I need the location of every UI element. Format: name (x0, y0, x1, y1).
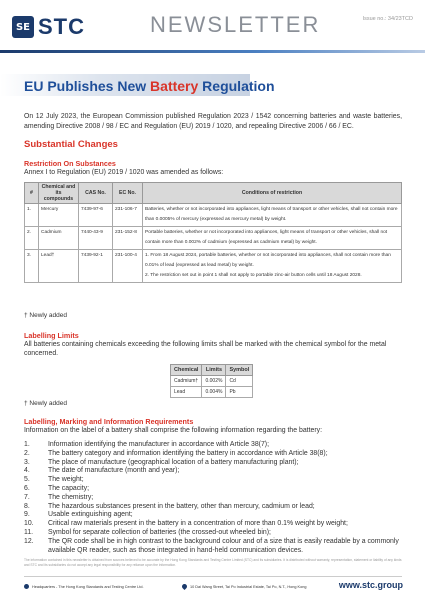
list-item-number: 10. (24, 520, 34, 528)
title-part2: Regulation (198, 78, 275, 94)
list-item-text: Critical raw materials present in the battery in a concentration of more than 0.1% weight by weight; (48, 520, 348, 528)
limits-table (170, 364, 253, 398)
building-icon (24, 584, 29, 589)
list-item (24, 450, 404, 459)
cell-conditions: Batteries, whether or not incorporated into appliances, light means of transport or other vehicles, shall not contain more than 0.0005% of mercury (expressed as mercury metal) by weight. (143, 204, 402, 227)
list-item-number: 2. (24, 449, 30, 457)
cell-chemical: Cadmium† (171, 376, 202, 387)
requirements-list (24, 441, 404, 555)
list-item (24, 503, 404, 512)
list-item-number: 12. (24, 537, 34, 545)
list-item-text: Usable extinguishing agent; (48, 511, 133, 519)
cell-chemical: Lead† (39, 250, 79, 283)
newly-added-note: † Newly added (24, 312, 67, 319)
website-link[interactable]: www.stc.group (338, 580, 403, 590)
list-item-number: 5. (24, 476, 30, 484)
location-pin-icon (181, 583, 188, 590)
labelling-text: All batteries containing chemicals exceeding the following limits shall be marked with the chemical symbol for the metal concerned. (24, 341, 387, 357)
list-item (24, 476, 404, 485)
condition-point-2: 2. The restriction set out in point 1 shall not apply to portable zinc-air button cells until 18 August 2028. (145, 273, 362, 278)
title-part1: EU Publishes New (24, 78, 151, 94)
footer-divider (24, 576, 402, 577)
list-item-number: 8. (24, 502, 30, 510)
col-header-chemical: Chemical (171, 365, 202, 376)
list-item (24, 520, 404, 529)
cell-conditions: Portable batteries, whether or not incorporated into appliances, light means of transport or other vehicles, shall not contain more than 0.002% of cadmium (expressed as cadmium metal) by weight. (143, 227, 402, 250)
disclaimer: The information contained in this newsletter is obtained from sources believed to be accurate by the Hong Kong Standards and Testing Centre Limited (STC) and its subsidiaries. It is distributed without warranty, representation, statement or liability of any kinds and STC and its subsidiaries do not accept any legal responsibility for any reliance upon the information. (24, 558, 402, 567)
list-item-number: 4. (24, 467, 30, 475)
table-row (171, 376, 253, 387)
address-text: 10 Dai Wang Street, Tai Po Industrial Estate, Tai Po, N.T., Hong Kong (190, 584, 307, 589)
issue-number: Issue no.: 34/23TCD (362, 16, 413, 22)
marking-intro: Information on the label of a battery shall comprise the following information regarding the battery: (24, 427, 322, 434)
table-row (171, 387, 253, 398)
table-row (25, 250, 402, 283)
restriction-table (24, 182, 402, 283)
col-header-num: # (25, 183, 39, 204)
cell-chemical: Cadmium (39, 227, 79, 250)
title-highlight: Battery (150, 78, 199, 94)
list-item (24, 529, 404, 538)
logo-text: STC (38, 14, 85, 39)
list-item-number: 6. (24, 484, 30, 492)
list-item (24, 511, 404, 520)
list-item-text: The chemistry; (48, 493, 94, 501)
cell-chemical: Mercury (39, 204, 79, 227)
list-item (24, 467, 404, 476)
footer-headquarters (24, 584, 144, 589)
cell-chemical: Lead (171, 387, 202, 398)
list-item (24, 459, 404, 468)
cell-num: 2. (25, 227, 39, 250)
cell-cas: 7439-92-1 (79, 250, 113, 283)
article-title (24, 78, 275, 94)
list-item-text: The capacity; (48, 484, 89, 492)
list-item (24, 494, 404, 503)
col-header-chemical: Chemical and its compounds (39, 183, 79, 204)
restriction-intro: Annex I to Regulation (EU) 2019 / 1020 was amended as follows: (24, 169, 224, 176)
section-heading-substantial: Substantial Changes (24, 139, 118, 150)
list-item-text: The place of manufacture (geographical location of a battery manufacturing plant); (48, 458, 299, 466)
list-item (24, 538, 404, 556)
list-item-number: 9. (24, 511, 30, 519)
list-item-number: 11. (24, 528, 34, 536)
condition-point-1: 1. From 18 August 2024, portable batteries, whether or not incorporated into appliances, shall not contain more than 0.01% of lead (expressed as lead metal) by weight. (145, 253, 391, 268)
subheading-restriction: Restriction On Substances (24, 159, 116, 168)
list-item-number: 3. (24, 458, 30, 466)
list-item-text: Information identifying the manufacturer in accordance with Article 38(7); (48, 441, 269, 448)
cell-limit: 0.002% (202, 376, 226, 387)
footer (0, 576, 425, 600)
cell-num: 1. (25, 204, 39, 227)
list-item-number: 1. (24, 441, 30, 448)
cell-ec: 231-152-8 (113, 227, 143, 250)
col-header-ec: EC No. (113, 183, 143, 204)
footer-address (182, 584, 306, 589)
cell-num: 3. (25, 250, 39, 283)
table-header-row (25, 183, 402, 204)
headquarters-text: Headquarters - The Hong Kong Standards and Testing Centre Ltd. (32, 584, 144, 589)
col-header-limits: Limits (202, 365, 226, 376)
cell-cas: 7439-97-6 (79, 204, 113, 227)
list-item (24, 441, 404, 450)
cell-conditions (143, 250, 402, 283)
list-item-text: The date of manufacture (month and year); (48, 467, 180, 475)
header-divider (0, 50, 425, 53)
subheading-marking: Labelling, Marking and Information Requirements (24, 417, 194, 426)
list-item-text: The QR code shall be in high contrast to the background colour and of a size that is easily readable by a commonly available QR reader, such as those integrated in hand-held communication devices. (48, 537, 399, 554)
table-row (25, 227, 402, 250)
table-row (25, 204, 402, 227)
cell-symbol: Cd (226, 376, 253, 387)
newly-added-note: † Newly added (24, 400, 67, 407)
col-header-symbol: Symbol (226, 365, 253, 376)
list-item-text: The hazardous substances present in the battery, other than mercury, cadmium or lead; (48, 502, 315, 510)
cell-cas: 7440-43-9 (79, 227, 113, 250)
cell-ec: 231-100-4 (113, 250, 143, 283)
col-header-cas: CAS No. (79, 183, 113, 204)
cell-limit: 0.004% (202, 387, 226, 398)
list-item (24, 485, 404, 494)
article-intro: On 12 July 2023, the European Commission published Regulation 2023 / 1542 concerning batteries and waste batteries, amending Directive 2008 / 98 / EC and Regulation (EU) 2019 / 1020, and repealing Directive 2006 / 66 / EC. (24, 113, 402, 130)
logo-mark-icon: SE (12, 16, 34, 38)
list-item-number: 7. (24, 493, 30, 501)
list-item-text: The battery category and information identifying the battery in accordance with Article 38(8); (48, 449, 328, 457)
table-header-row (171, 365, 253, 376)
newsletter-title: NEWSLETTER (150, 12, 321, 37)
header (0, 0, 425, 52)
stc-logo[interactable] (12, 14, 85, 40)
col-header-conditions: Conditions of restriction (143, 183, 402, 204)
subheading-labelling-limits: Labelling Limits (24, 331, 79, 340)
cell-ec: 231-106-7 (113, 204, 143, 227)
list-item-text: Symbol for separate collection of batteries (the crossed-out wheeled bin); (48, 528, 271, 536)
list-item-text: The weight; (48, 476, 84, 484)
cell-symbol: Pb (226, 387, 253, 398)
